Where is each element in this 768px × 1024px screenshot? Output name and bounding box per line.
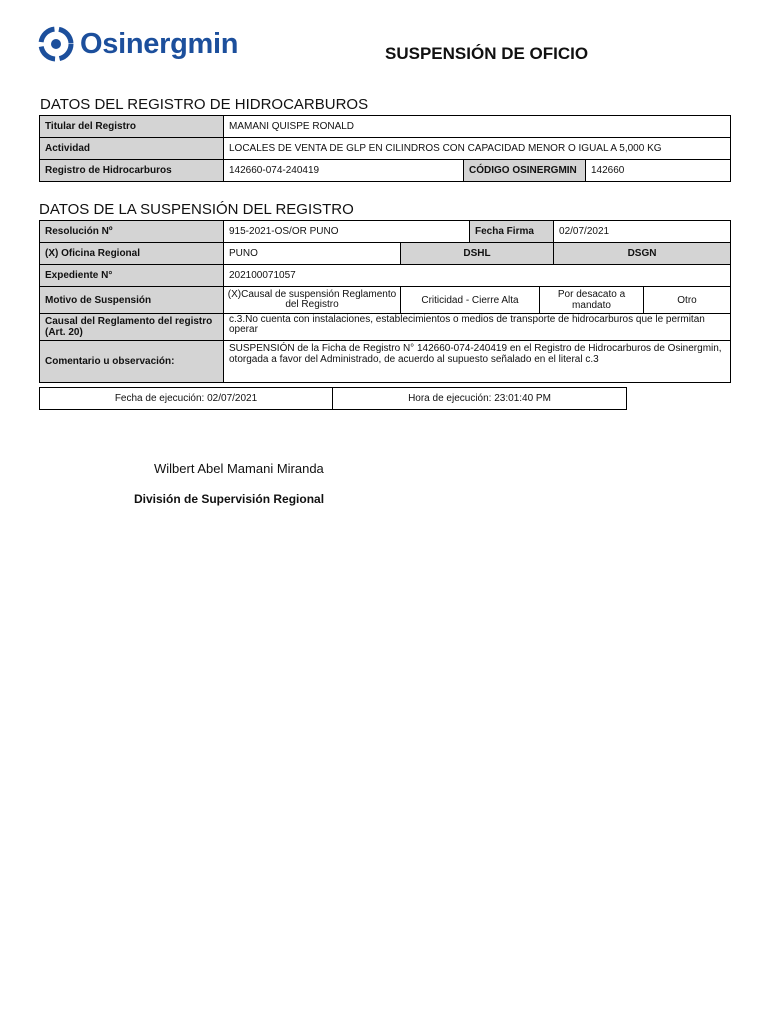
causal-label: Causal del Reglamento del registro (Art. 20): [40, 314, 224, 341]
section-title-registro: DATOS DEL REGISTRO DE HIDROCARBUROS: [40, 96, 369, 113]
table-row: [40, 287, 731, 314]
comentario-label: Comentario u observación:: [40, 341, 224, 383]
table-row: [40, 314, 731, 341]
table-row: [40, 116, 731, 138]
motivo-option-criticidad: Criticidad - Cierre Alta: [401, 287, 540, 314]
motivo-label: Motivo de Suspensión: [40, 287, 224, 314]
ejecucion-table: [39, 387, 627, 410]
osinergmin-logo-icon: [38, 26, 74, 62]
actividad-value: LOCALES DE VENTA DE GLP EN CILINDROS CON CAPACIDAD MENOR O IGUAL A 5,000 KG: [224, 138, 731, 160]
fecha-firma-label: Fecha Firma: [470, 221, 554, 243]
dshl-label: DSHL: [401, 243, 554, 265]
titular-value: MAMANI QUISPE RONALD: [224, 116, 731, 138]
registro-label: Registro de Hidrocarburos: [40, 160, 224, 182]
oficina-value: PUNO: [224, 243, 401, 265]
motivo-option-causal: (X)Causal de suspensión Reglamento del Registro: [224, 287, 401, 314]
suspension-table: [39, 220, 731, 383]
codigo-value: 142660: [586, 160, 731, 182]
oficina-label: (X) Oficina Regional: [40, 243, 224, 265]
titular-label: Titular del Registro: [40, 116, 224, 138]
document-title: SUSPENSIÓN DE OFICIO: [385, 44, 589, 63]
expediente-label: Expediente N°: [40, 265, 224, 287]
osinergmin-logo: [38, 26, 238, 62]
codigo-label: CÓDIGO OSINERGMIN: [464, 160, 586, 182]
resolucion-label: Resolución Nº: [40, 221, 224, 243]
actividad-label: Actividad: [40, 138, 224, 160]
motivo-option-desacato: Por desacato a mandato: [540, 287, 644, 314]
fecha-firma-value: 02/07/2021: [554, 221, 731, 243]
table-row: [40, 221, 731, 243]
resolucion-value: 915-2021-OS/OR PUNO: [224, 221, 470, 243]
table-row: [40, 243, 731, 265]
table-row: [40, 341, 731, 383]
table-row: [40, 388, 627, 410]
registro-table: [39, 115, 731, 182]
table-row: [40, 160, 731, 182]
dsgn-label: DSGN: [554, 243, 731, 265]
motivo-option-otro: Otro: [644, 287, 731, 314]
fecha-ejecucion: Fecha de ejecución: 02/07/2021: [40, 388, 333, 410]
signer-division: División de Supervisión Regional: [134, 492, 325, 506]
causal-value: c.3.No cuenta con instalaciones, establecimientos o medios de transporte de hidrocarburos que le permitan operar: [224, 314, 731, 341]
logo-text: Osinergmin: [80, 28, 239, 60]
registro-value: 142660-074-240419: [224, 160, 464, 182]
section-title-suspension: DATOS DE LA SUSPENSIÓN DEL REGISTRO: [39, 201, 354, 218]
comentario-value: SUSPENSIÓN de la Ficha de Registro N° 142660-074-240419 en el Registro de Hidrocarburos de Osinergmin, otorgada a favor del Administrado, de acuerdo al supuesto señalado en el literal c.3: [224, 341, 731, 383]
hora-ejecucion: Hora de ejecución: 23:01:40 PM: [333, 388, 627, 410]
signer-name: Wilbert Abel Mamani Miranda: [154, 461, 324, 476]
expediente-value: 202100071057: [224, 265, 731, 287]
table-row: [40, 138, 731, 160]
table-row: [40, 265, 731, 287]
